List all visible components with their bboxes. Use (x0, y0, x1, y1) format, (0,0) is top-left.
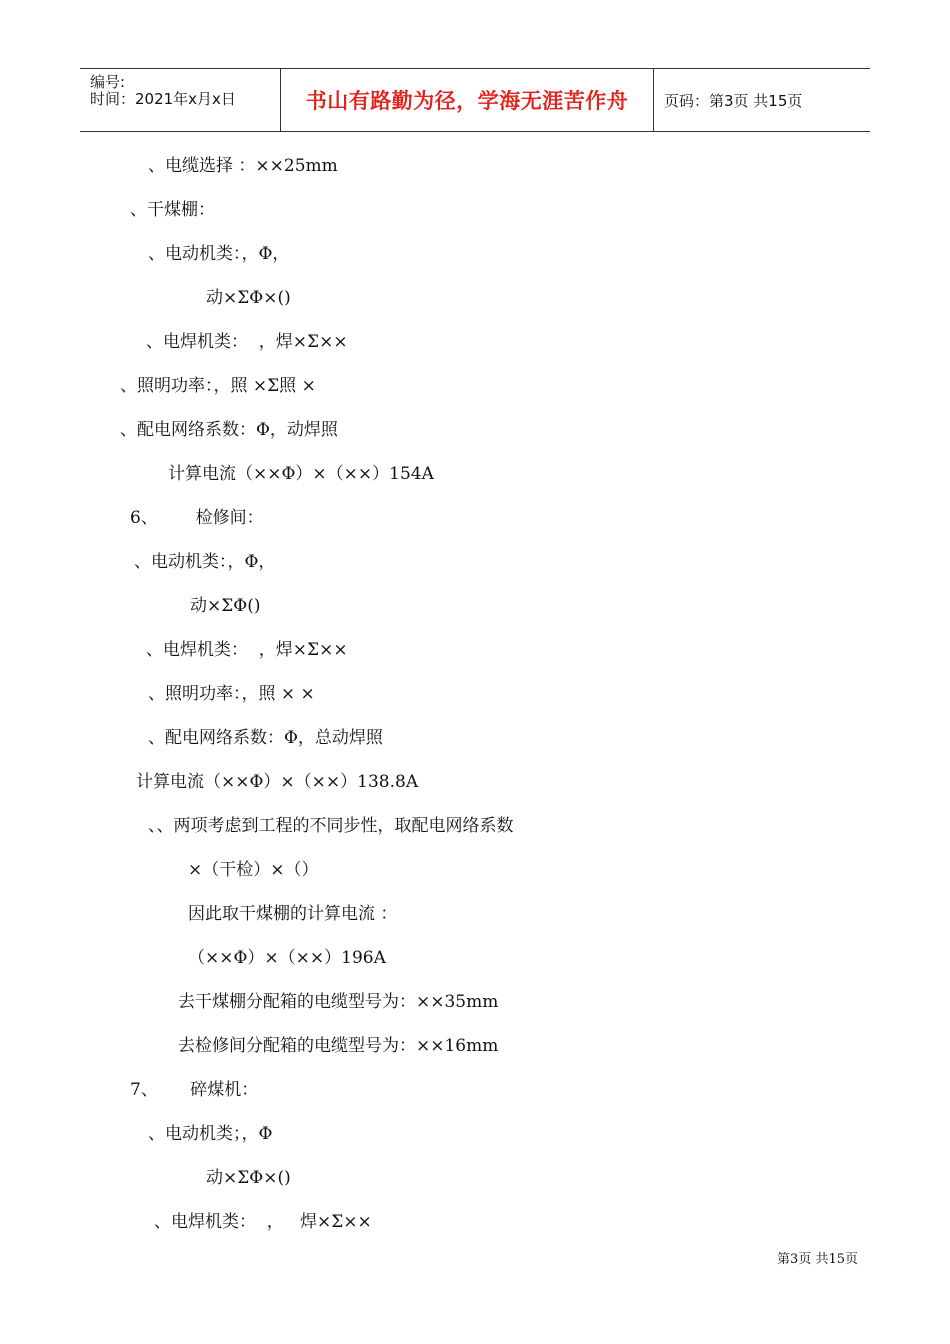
text-line: 计算电流（××Φ）×（××）154A (168, 464, 434, 484)
text-line: 、照明功率：，照 × × (148, 684, 315, 704)
page-header (80, 68, 870, 132)
code-label: 编号: (90, 73, 126, 91)
text-line: 、电动机类：，Φ， (148, 244, 290, 264)
text-line: 、电动机类；，Φ (148, 1124, 273, 1144)
text-line: 去检修间分配箱的电缆型号为：××16mm (178, 1036, 499, 1056)
header-info-cell (80, 69, 281, 131)
page-number-label: 页码：第3页 共15页 (664, 92, 803, 110)
text-line: 动×ΣΦ×() (206, 1168, 291, 1188)
page-footer: 第3页 共15页 (777, 1252, 858, 1267)
text-line: 因此取干煤棚的计算电流 ： (188, 904, 398, 924)
text-line: 、照明功率：，照 ×Σ照 × (120, 376, 316, 396)
text-line: 、配电网络系数：Φ，动焊照 (120, 420, 338, 440)
text-line: （××Φ）×（××）196A (188, 948, 386, 968)
text-line: 、、两项考虑到工程的不同步性，取配电网络系数 (148, 816, 514, 836)
text-line: ×（干检）×（） (188, 860, 319, 880)
time-label: 时间：2021年x月x日 (90, 90, 236, 108)
text-line: 、电缆选择 ：××25mm (148, 156, 338, 176)
text-line: 、电动机类：，Φ， (134, 552, 276, 572)
motto-text: 书山有路勤为径，学海无涯苦作舟 (305, 89, 629, 113)
header-page-cell (654, 69, 870, 131)
text-line: 、电焊机类： ，焊×Σ×× (146, 640, 348, 660)
text-line: 、电焊机类： ，焊×Σ×× (146, 332, 348, 352)
text-line: 动×ΣΦ×() (206, 288, 291, 308)
text-line: 计算电流（××Φ）×（××）138.8A (136, 772, 419, 792)
text-line: 去干煤棚分配箱的电缆型号为：××35mm (178, 992, 499, 1012)
text-line: 、干煤棚： (130, 200, 215, 220)
text-line: 、配电网络系数：Φ，总动焊照 (148, 728, 383, 748)
header-motto-cell (281, 69, 654, 131)
section-heading: 6、 检修间： (130, 508, 264, 528)
section-heading: 7、 碎煤机： (130, 1080, 259, 1100)
text-line: 、电焊机类： ， 焊×Σ×× (154, 1212, 372, 1232)
text-line: 动×ΣΦ() (190, 596, 261, 616)
